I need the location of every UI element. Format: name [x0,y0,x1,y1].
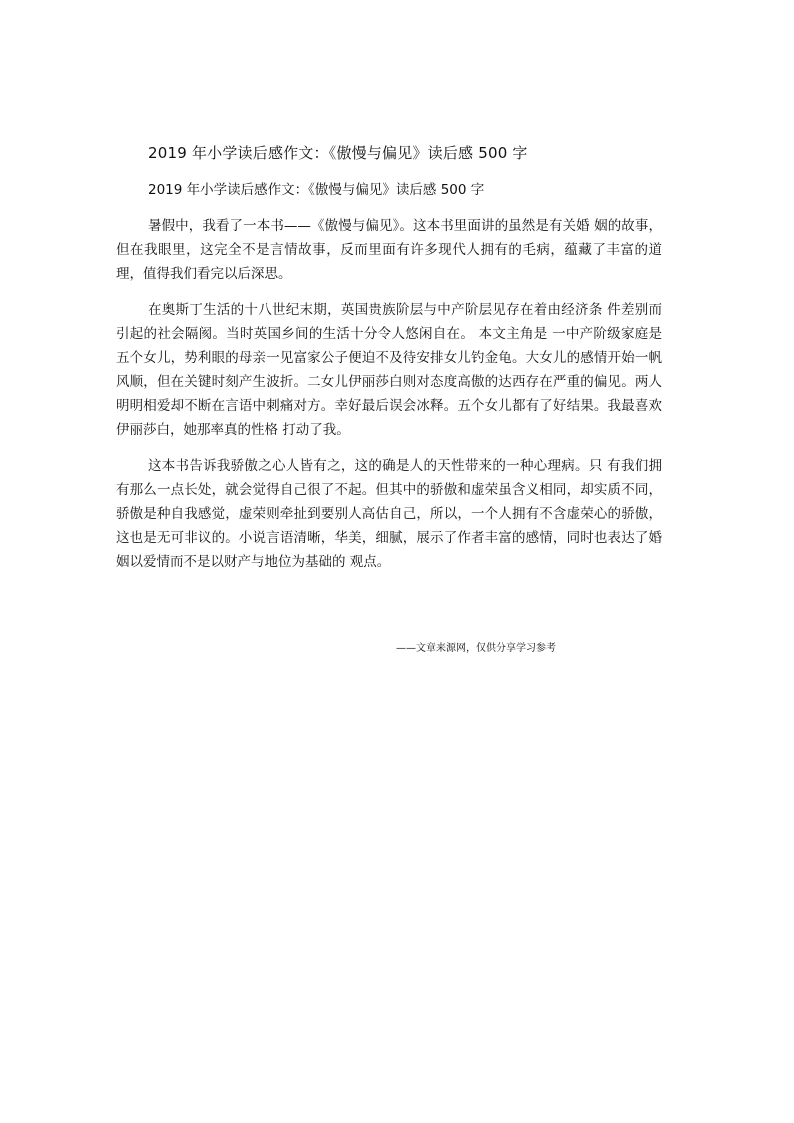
paragraph-2: 在奥斯丁生活的十八世纪末期，英国贵族阶层与中产阶层见存在着由经济条 件差别而引起的社会隔阂。当时英国乡间的生活十分令人悠闲自在。 本文主角是 一中产阶级家庭是五个女儿，势利眼的母亲一见富家公子便迫不及待安排女儿钓金龟。大女儿的感情开始一帆风顺，但在关键时刻产生波折。二女儿伊丽莎白则对态度高傲的达西存在严重的偏见。两人明明相爱却不断在言语中刺痛对方。幸好最后误会冰释。五个女儿都有了好结果。我最喜欢伊丽莎白，她那率真的性格 打动了我。 [116,302,662,438]
document-subtitle: 2019 年小学读后感作文：《傲慢与偏见》读后感 500 字 [148,182,485,198]
paragraph-3: 这本书告诉我骄傲之心人皆有之，这的确是人的天性带来的一种心理病。只 有我们拥有那么一点长处，就会觉得自己很了不起。但其中的骄傲和虚荣虽含义相同，却实质不同，骄傲是种自我感觉，虚荣则牵扯到要别人高估自己，所以，一个人拥有不含虚荣心的骄傲，这也是无可非议的。小说言语清晰，华美，细腻，展示了作者丰富的感情，同时也表达了婚姻以爱情而不是以财产与地位为基础的 观点。 [116,458,662,570]
paragraph-1: 暑假中，我看了一本书——《傲慢与偏见》。这本书里面讲的虽然是有关婚 姻的故事，但在我眼里，这完全不是言情故事，反而里面有许多现代人拥有的毛病，蕴藏了丰富的道理，值得我们看完以后深思。 [116,218,662,282]
document-body [116,214,662,584]
source-note: ——文章来源网，仅供分享学习参考 [396,643,556,654]
document-title: 2019 年小学读后感作文：《傲慢与偏见》读后感 500 字 [148,144,528,162]
